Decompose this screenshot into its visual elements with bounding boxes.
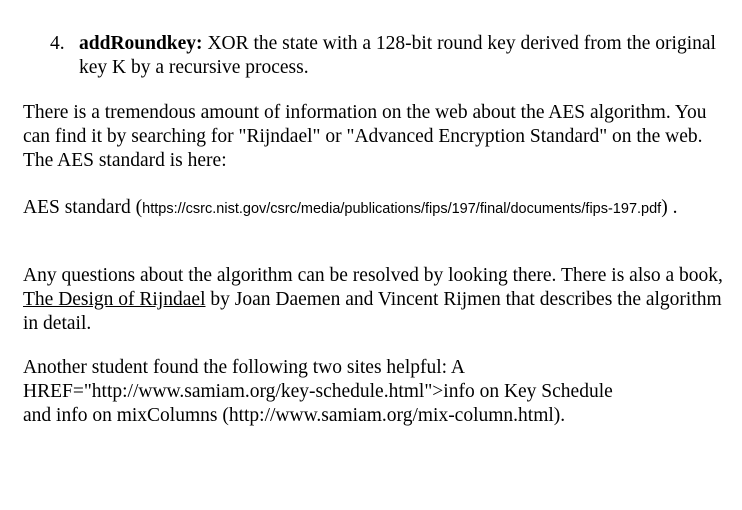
list-item-body bbox=[79, 32, 730, 80]
term-description: XOR the state with a 128-bit round key derived from the original key K by a recursive process. bbox=[79, 33, 716, 78]
helpful-sites-line-2: and info on mixColumns (http://www.samiam.org/mix-column.html). bbox=[23, 405, 566, 426]
paragraph-aes-standard bbox=[23, 196, 723, 221]
aes-standard-trail: ) . bbox=[661, 197, 678, 218]
book-text-after: by Joan Daemen and Vincent Rijmen that describes the algorithm in detail. bbox=[23, 289, 722, 334]
aes-standard-url[interactable]: https://csrc.nist.gov/csrc/media/publications/fips/197/final/documents/fips-197.pdf bbox=[142, 201, 662, 217]
helpful-sites-line-1: Another student found the following two sites helpful: A HREF="http://www.samiam.org/key-schedule.html">info on Key Schedule bbox=[23, 357, 613, 402]
aes-standard-label: AES standard ( bbox=[23, 197, 143, 218]
paragraph-helpful-sites bbox=[23, 356, 723, 428]
book-title-link[interactable]: The Design of Rijndael bbox=[23, 289, 206, 310]
list-item-add-round-key bbox=[50, 32, 730, 80]
term-add-round-key: addRoundkey: bbox=[79, 33, 203, 54]
paragraph-book bbox=[23, 264, 723, 336]
book-text-before: Any questions about the algorithm can be resolved by looking there. There is also a book, bbox=[23, 265, 723, 286]
paragraph-aes-info: There is a tremendous amount of information on the web about the AES algorithm. You can find it by searching for "Rijndael" or "Advanced Encryption Standard" on the web. The AES standard is here: bbox=[23, 102, 707, 171]
list-number: 4. bbox=[50, 33, 65, 54]
